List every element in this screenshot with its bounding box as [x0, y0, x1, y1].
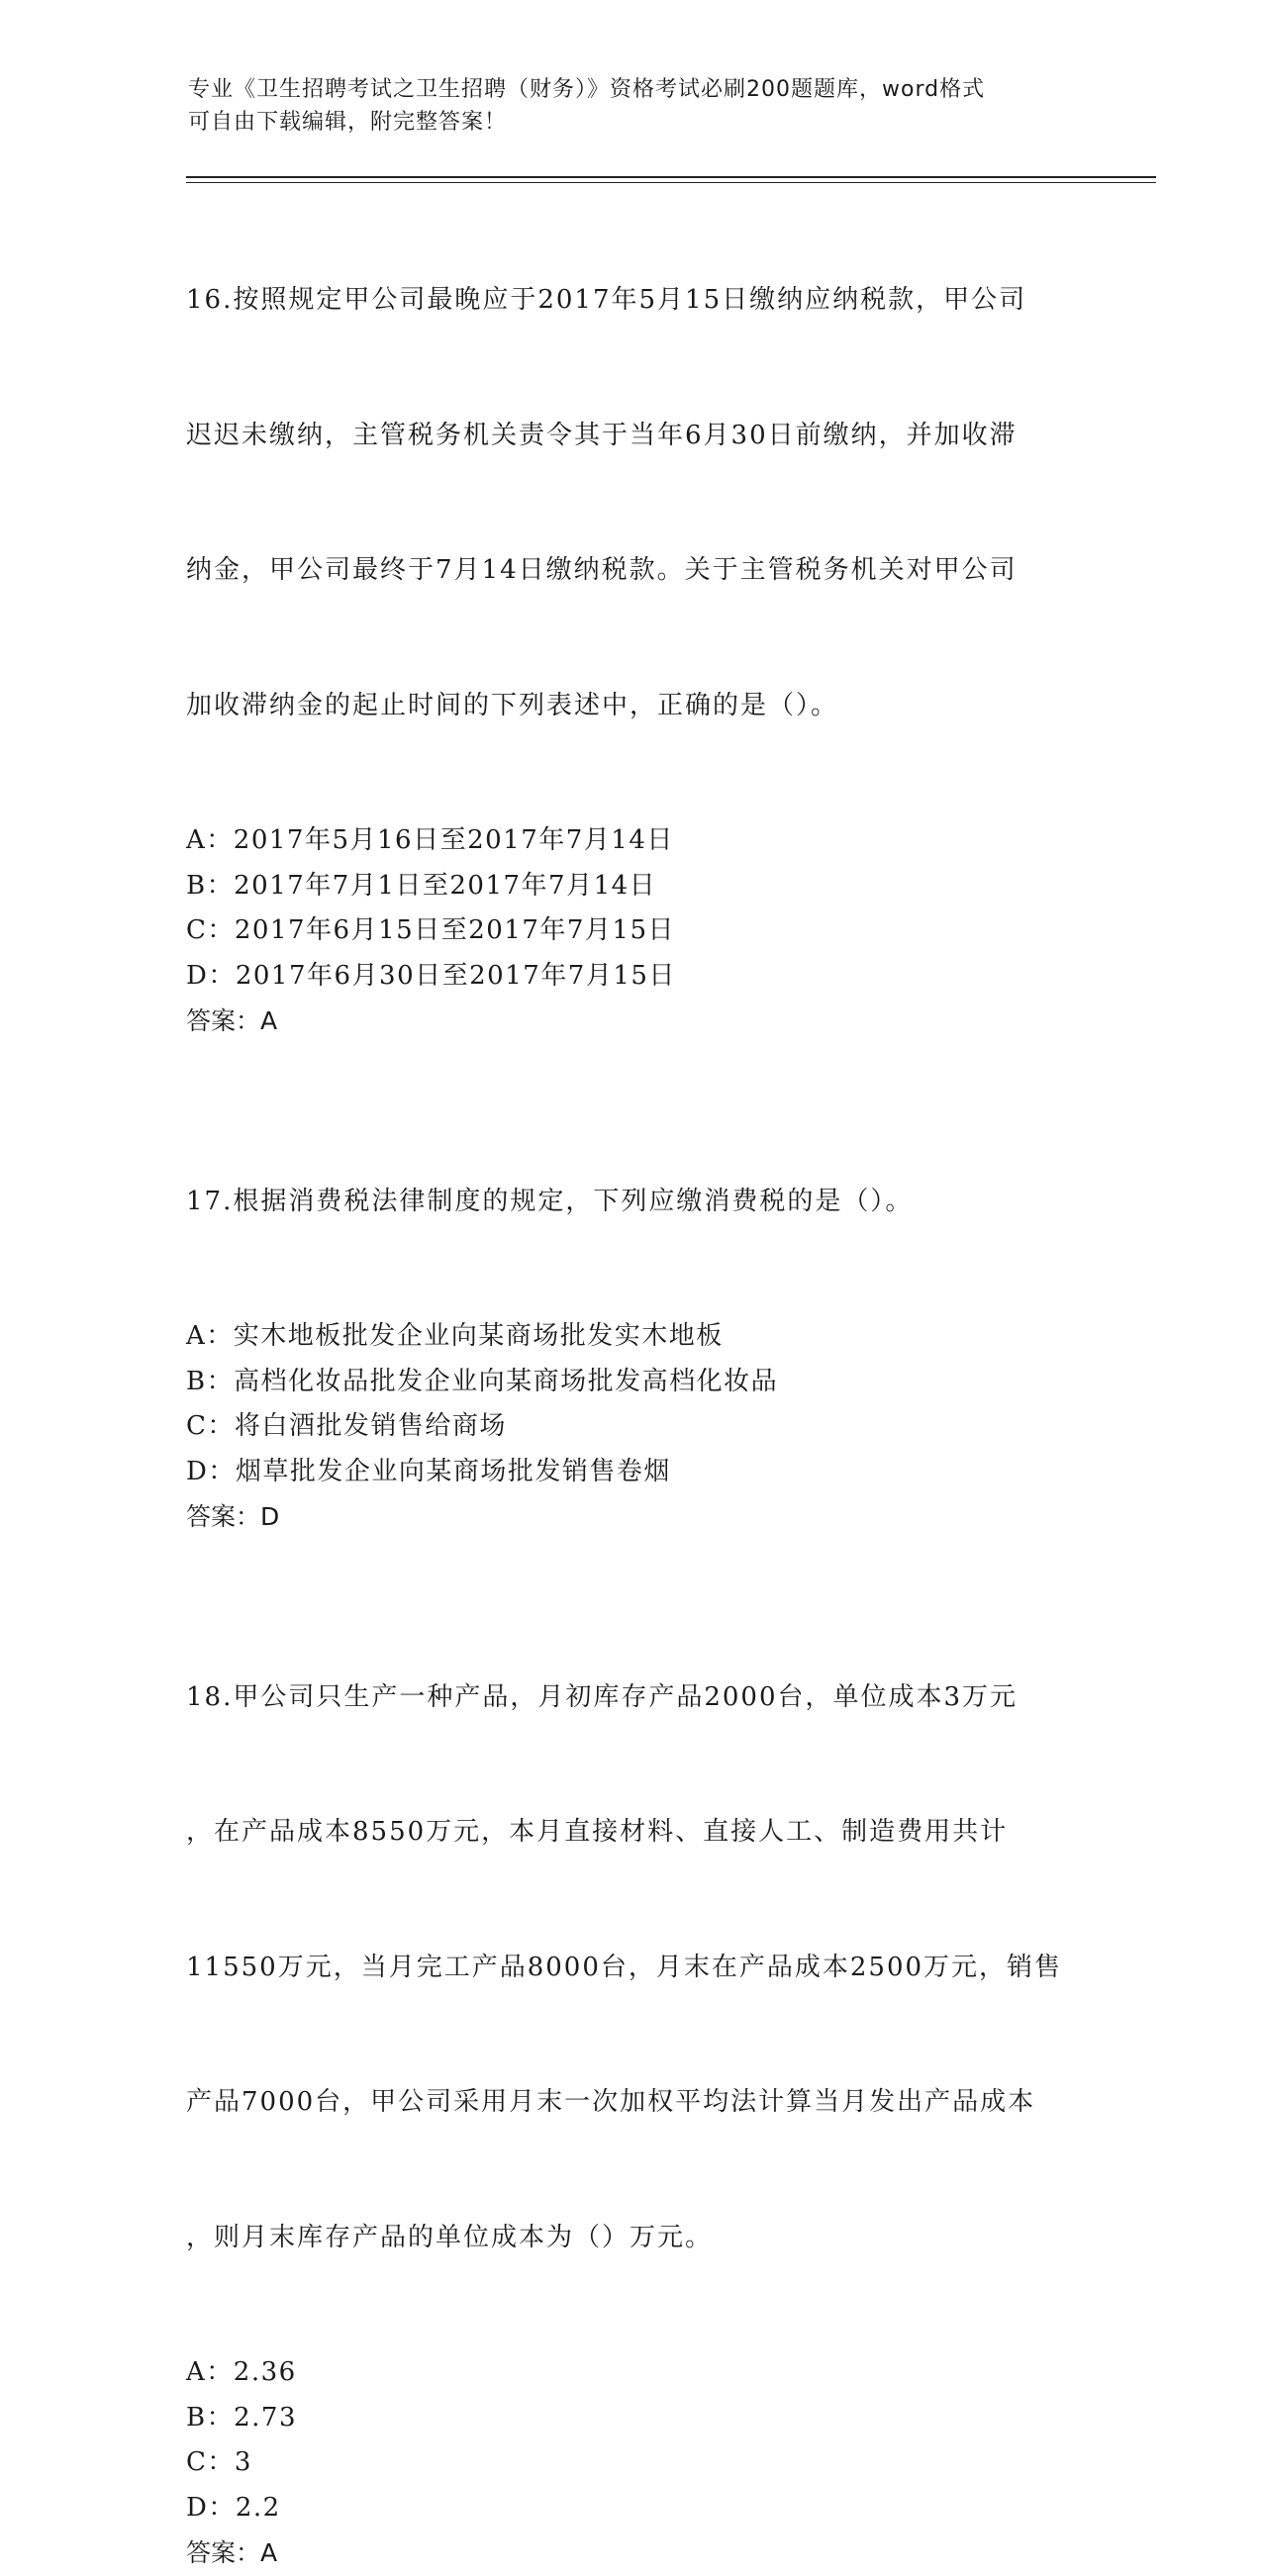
question-17 [186, 1090, 1077, 1540]
option-a: A：实木地板批发企业向某商场批发实木地板 [186, 1321, 724, 1351]
option-b: B：2.73 [186, 2402, 297, 2433]
question-16 [186, 188, 1077, 1044]
header-rule-thin [186, 182, 1156, 183]
answer: 答案：D [186, 1502, 280, 1531]
stem-line: 11550万元，当月完工产品8000台，月末在产品成本2500万元，销售 [186, 1952, 1063, 1982]
option-d: D：烟草批发企业向某商场批发销售卷烟 [186, 1456, 671, 1486]
stem-line: ，则月末库存产品的单位成本为（）万元。 [186, 2222, 714, 2252]
option-a: A：2.36 [186, 2357, 297, 2387]
option-d: D：2.2 [186, 2492, 281, 2523]
spacer [186, 1044, 1077, 1090]
stem-line: 产品7000台，甲公司采用月末一次加权平均法计算当月发出产品成本 [186, 2087, 1036, 2117]
stem-line: 纳金，甲公司最终于7月14日缴纳税款。关于主管税务机关对甲公司 [186, 555, 1018, 585]
question-list [186, 188, 1077, 2576]
header-line-2: 可自由下载编辑，附完整答案！ [188, 110, 508, 135]
header-rule-thick [186, 176, 1156, 178]
option-b: B：2017年7月1日至2017年7月14日 [186, 870, 657, 901]
header-line-1: 专业《卫生招聘考试之卫生招聘（财务）》资格考试必刷200题题库，word格式 [188, 77, 986, 102]
answer: 答案：A [186, 1006, 278, 1035]
option-c: C：2017年6月15日至2017年7月15日 [186, 915, 675, 945]
stem-line: 加收滞纳金的起止时间的下列表述中，正确的是（）。 [186, 690, 839, 720]
stem-line: 迟迟未缴纳，主管税务机关责令其于当年6月30日前缴纳，并加收滞 [186, 420, 1018, 450]
spacer [186, 1540, 1077, 1585]
question-18 [186, 1585, 1077, 2576]
stem-line: ，在产品成本8550万元，本月直接材料、直接人工、制造费用共计 [186, 1817, 1009, 1847]
stem-line: 17.根据消费税法律制度的规定，下列应缴消费税的是（）。 [186, 1186, 914, 1216]
answer: 答案：A [186, 2538, 278, 2567]
question-stem [186, 1090, 1077, 1315]
document-header [188, 73, 1079, 139]
option-a: A：2017年5月16日至2017年7月14日 [186, 825, 674, 855]
option-b: B：高档化妆品批发企业向某商场批发高档化妆品 [186, 1366, 779, 1396]
option-d: D：2017年6月30日至2017年7月15日 [186, 960, 676, 991]
stem-line: 16.按照规定甲公司最晚应于2017年5月15日缴纳应纳税款，甲公司 [186, 285, 1027, 315]
stem-line: 18.甲公司只生产一种产品，月初库存产品2000台，单位成本3万元 [186, 1681, 1019, 1712]
option-c: C：3 [186, 2447, 252, 2477]
question-stem [186, 1585, 1077, 2351]
question-stem [186, 188, 1077, 818]
option-c: C：将白酒批发销售给商场 [186, 1411, 507, 1441]
